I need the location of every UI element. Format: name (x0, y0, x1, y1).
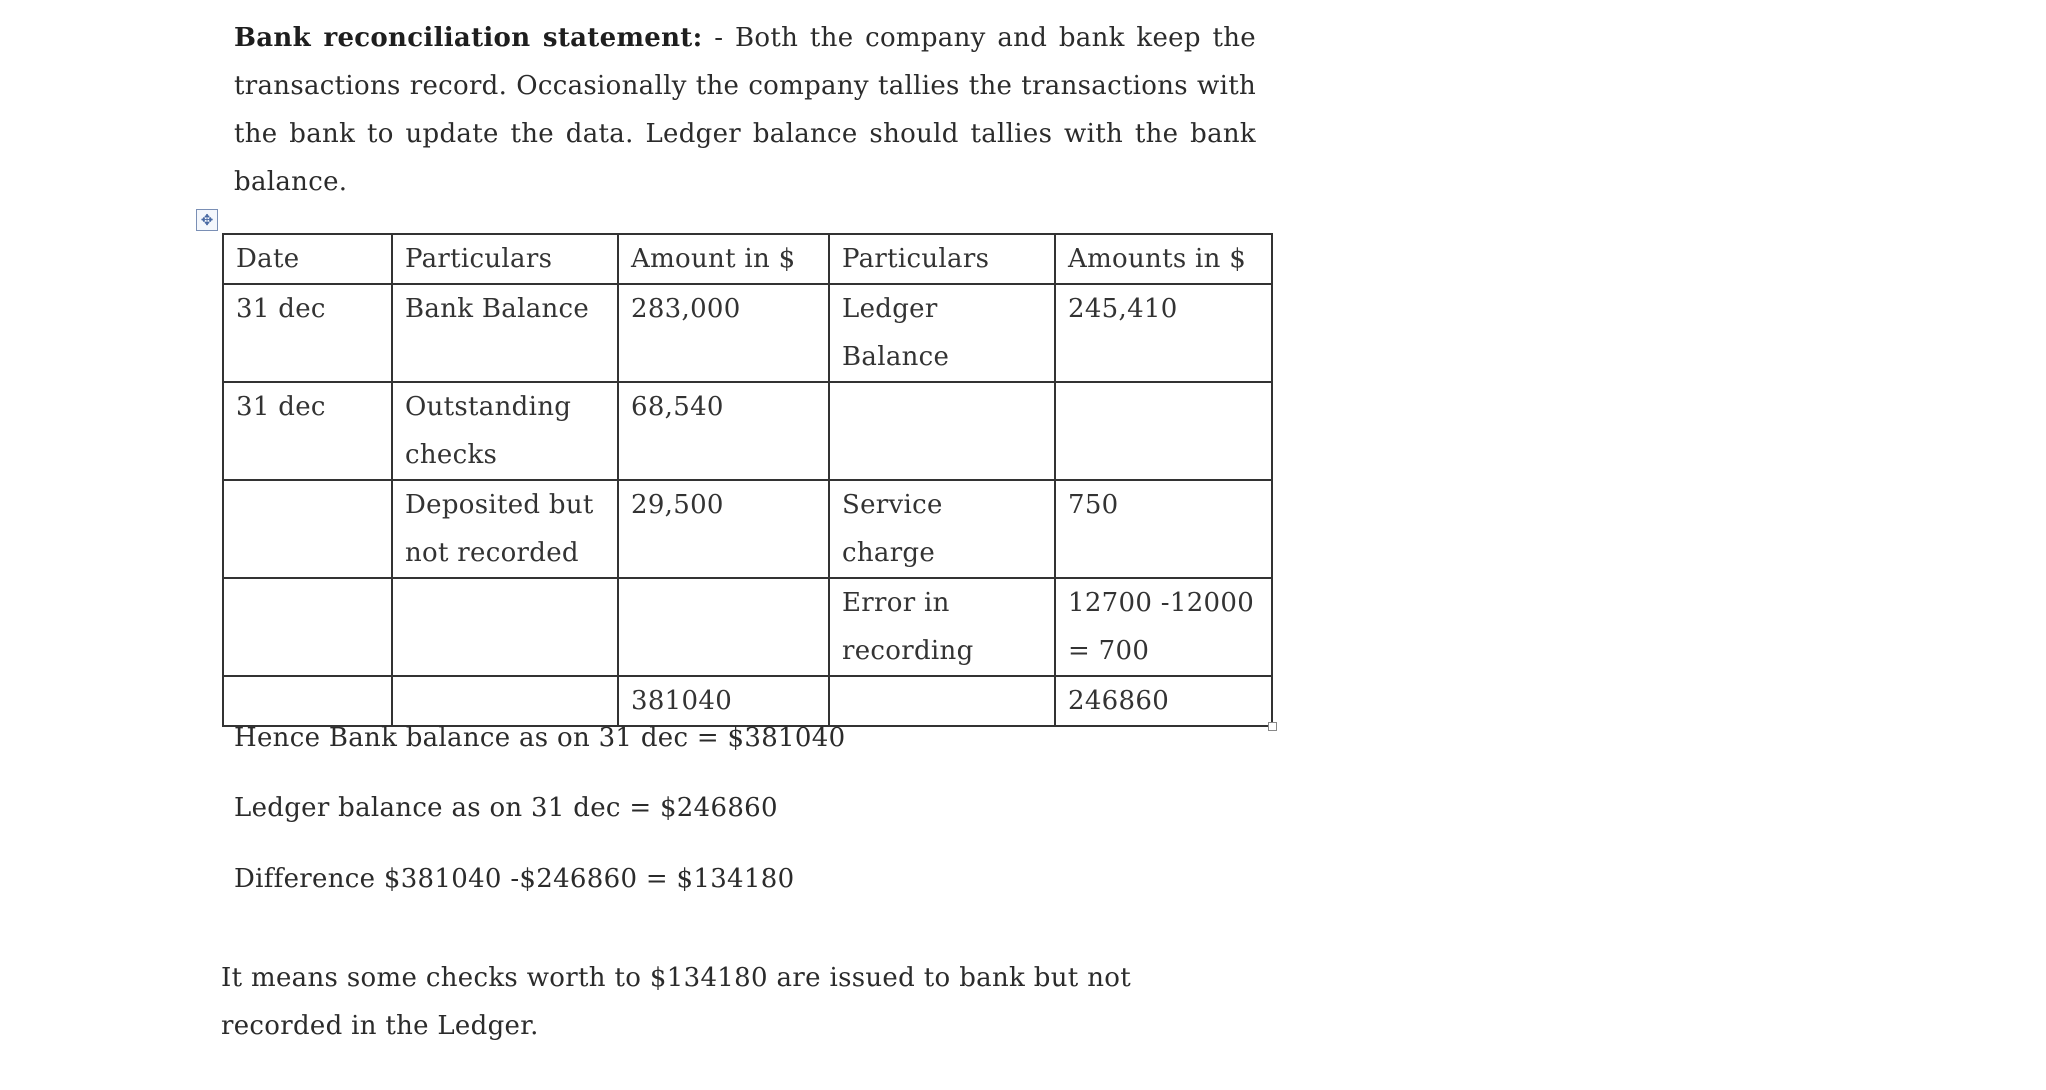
table-cell: 12700 -12000 = 700 (1055, 578, 1272, 676)
table-cell: 31 dec (223, 382, 392, 480)
reconciliation-table (222, 233, 1273, 727)
table-header-row (223, 234, 1272, 284)
table-cell (618, 578, 829, 676)
total-cell: 246860 (1055, 676, 1272, 726)
table-cell: 31 dec (223, 284, 392, 382)
table-cell: Error in recording (829, 578, 1055, 676)
table-cell: Service charge (829, 480, 1055, 578)
table-cell: Outstanding checks (392, 382, 618, 480)
table-cell: Deposited but not recorded (392, 480, 618, 578)
table-row (223, 578, 1272, 676)
move-arrows-icon[interactable]: ✥ (196, 209, 218, 231)
difference-line: Difference $381040 -$246860 = $134180 (234, 864, 795, 894)
table-cell: Ledger Balance (829, 284, 1055, 382)
header-cell: Date (223, 234, 392, 284)
table-cell (392, 578, 618, 676)
table-cell: Bank Balance (392, 284, 618, 382)
table-cell: 750 (1055, 480, 1272, 578)
total-cell: 381040 (618, 676, 829, 726)
table-cell (1055, 382, 1272, 480)
table-cell (223, 480, 392, 578)
intro-text: - Both the company and bank keep the transactions record. Occasionally the company tallies the transactions with the bank to update the data. Ledger balance should tallies with the bank balance. (234, 23, 1256, 197)
table-row (223, 480, 1272, 578)
header-cell: Particulars (829, 234, 1055, 284)
table-resize-handle[interactable] (1268, 722, 1277, 731)
table-row (223, 284, 1272, 382)
header-cell: Amounts in $ (1055, 234, 1272, 284)
bank-balance-line: Hence Bank balance as on 31 dec = $381040 (234, 723, 846, 753)
table-cell (223, 578, 392, 676)
table-row (223, 382, 1272, 480)
intro-heading: Bank reconciliation statement: (234, 23, 703, 53)
table-cell: 68,540 (618, 382, 829, 480)
table-cell (829, 676, 1055, 726)
table-cell: 29,500 (618, 480, 829, 578)
conclusion-paragraph: It means some checks worth to $134180 are issued to bank but not recorded in the Ledger. (221, 963, 1131, 1041)
header-cell: Amount in $ (618, 234, 829, 284)
table-cell: 283,000 (618, 284, 829, 382)
ledger-balance-line: Ledger balance as on 31 dec = $246860 (234, 793, 778, 823)
intro-paragraph (234, 14, 1256, 206)
header-cell: Particulars (392, 234, 618, 284)
table-cell (829, 382, 1055, 480)
table-cell: 245,410 (1055, 284, 1272, 382)
